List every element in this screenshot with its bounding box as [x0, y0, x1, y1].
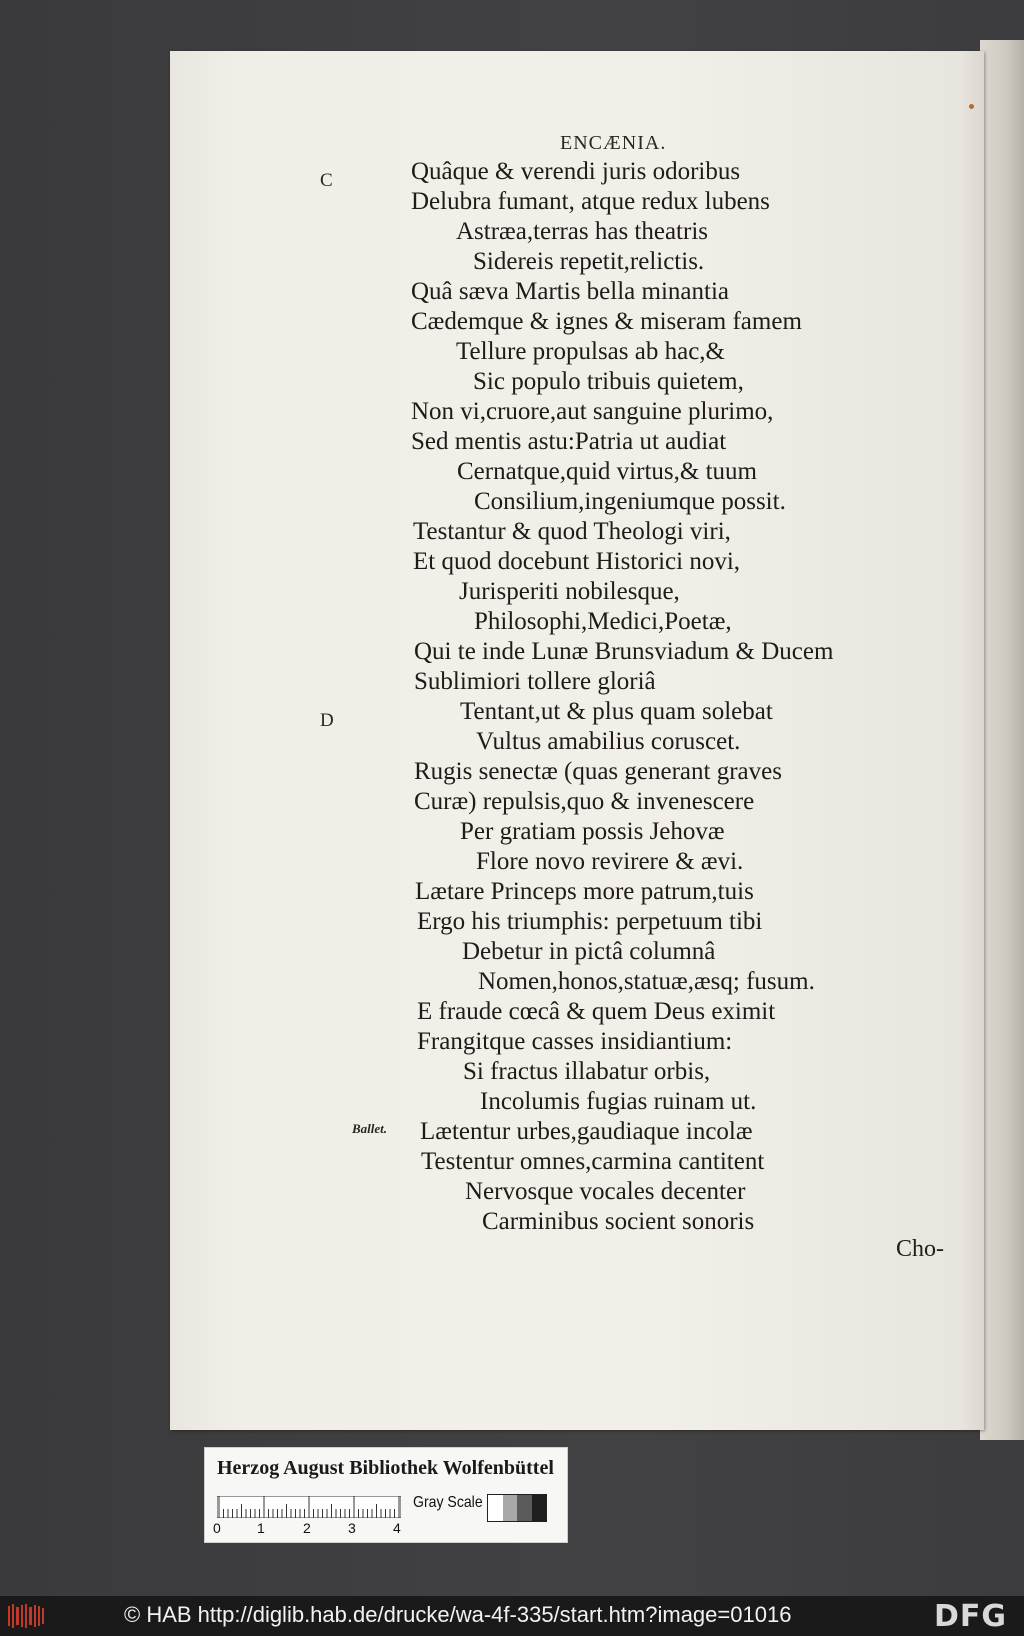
poem-line: Cædemque & ignes & miseram famem — [411, 308, 802, 335]
gray-swatch — [503, 1495, 518, 1521]
poem-line: Carminibus socient sonoris — [482, 1208, 755, 1235]
poem-line: Sublimiori tollere gloriâ — [414, 668, 656, 695]
ruler-scale — [217, 1496, 401, 1518]
poem-line: Qui te inde Lunæ Brunsviadum & Ducem — [414, 638, 834, 665]
poem-line: Frangitque casses insidiantium: — [417, 1028, 733, 1055]
poem-line: Testantur & quod Theologi viri, — [413, 518, 731, 545]
margin-note-ballet: Ballet. — [352, 1121, 388, 1136]
gray-swatch — [517, 1495, 532, 1521]
poem-line: Flore novo revirere & ævi. — [476, 848, 744, 875]
poem-line: Quâ sæva Martis bella minantia — [411, 278, 729, 305]
margin-letter-d: D — [320, 710, 334, 731]
poem-line: Non vi,cruore,aut sanguine plurimo, — [411, 398, 774, 425]
poem-line: E fraude cœcâ & quem Deus eximit — [417, 998, 776, 1025]
library-name: Herzog August Bibliothek Wolfenbüttel — [217, 1457, 554, 1479]
next-page-edge — [980, 40, 1024, 1440]
gray-swatch — [488, 1495, 503, 1521]
poem-line: Delubra fumant, atque redux lubens — [411, 188, 770, 215]
gray-scale-swatches — [487, 1494, 547, 1522]
gray-swatch — [532, 1495, 547, 1521]
poem-line: Debetur in pictâ columnâ — [462, 938, 716, 965]
poem-line: Jurisperiti nobilesque, — [459, 578, 680, 605]
poem-line: Quâque & verendi juris odoribus — [411, 158, 741, 185]
poem-line: Nomen,honos,statuæ,æsq; fusum. — [478, 968, 815, 995]
ruler-number: 1 — [257, 1520, 265, 1536]
margin-letter-c: C — [320, 170, 333, 191]
gray-scale-label: Gray Scale — [413, 1494, 483, 1511]
poem-line: Philosophi,Medici,Poetæ, — [474, 608, 732, 635]
poem-line: Lætentur urbes,gaudiaque incolæ — [420, 1118, 753, 1145]
ruler-number: 0 — [213, 1520, 221, 1536]
poem-line: Ergo his triumphis: perpetuum tibi — [417, 908, 763, 935]
poem-line: Curæ) repulsis,quo & invenescere — [414, 788, 755, 815]
poem-line: Nervosque vocales decenter — [465, 1178, 746, 1205]
poem-line: Testentur omnes,carmina cantitent — [421, 1148, 765, 1175]
poem-line: Lætare Princeps more patrum,tuis — [415, 878, 754, 905]
barcode-logo-icon — [6, 1602, 46, 1630]
poem-line: Incolumis fugias ruinam ut. — [480, 1088, 757, 1115]
poem-line: Astræa,terras has theatris — [456, 218, 709, 245]
color-target-card — [204, 1447, 568, 1543]
poem-line: Tellure propulsas ab hac,& — [456, 338, 725, 365]
poem-line: Sed mentis astu:Patria ut audiat — [411, 428, 727, 455]
poem-line: Per gratiam possis Jehovæ — [460, 818, 725, 845]
running-head: ENCÆNIA. — [560, 132, 667, 154]
catchword: Cho- — [896, 1236, 944, 1262]
footer-url[interactable]: © HAB http://diglib.hab.de/drucke/wa-4f-335/start.htm?image=01016 — [124, 1602, 792, 1627]
poem-line: Sidereis repetit,relictis. — [473, 248, 705, 275]
ruler-number: 2 — [303, 1520, 311, 1536]
poem-line: Rugis senectæ (quas generant graves — [414, 758, 782, 785]
poem-line: Tentant,ut & plus quam solebat — [460, 698, 773, 725]
poem-line: Consilium,ingeniumque possit. — [474, 488, 786, 515]
footer-bar — [0, 1596, 1024, 1636]
ruler-number: 3 — [348, 1520, 356, 1536]
poem-line: Sic populo tribuis quietem, — [473, 368, 744, 395]
poem-line: Cernatque,quid virtus,& tuum — [457, 458, 757, 485]
poem-line: Si fractus illabatur orbis, — [463, 1058, 711, 1085]
page-spot — [969, 104, 974, 109]
poem-line: Et quod docebunt Historici novi, — [413, 548, 741, 575]
poem-line: Vultus amabilius coruscet. — [476, 728, 741, 755]
dfg-logo: DFG — [934, 1599, 1008, 1634]
ruler-number: 4 — [393, 1520, 401, 1536]
